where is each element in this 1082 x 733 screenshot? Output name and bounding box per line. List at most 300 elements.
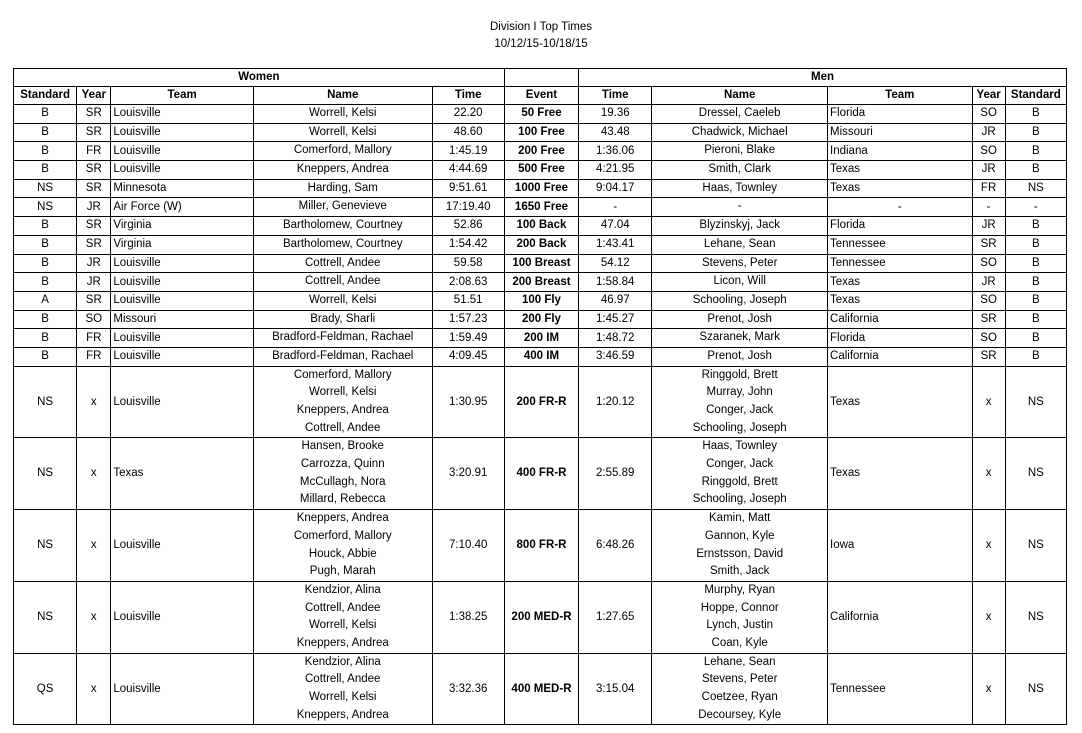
event-cell: 200 Back xyxy=(504,235,578,254)
event-cell: 200 FR-R xyxy=(504,366,578,438)
m-year-cell: x xyxy=(972,653,1005,725)
m-standard-cell: NS xyxy=(1005,366,1066,438)
m-time-cell: - xyxy=(579,198,652,217)
m-standard-cell: B xyxy=(1005,347,1066,366)
swimmer-name: Kendzior, Alina xyxy=(304,655,381,668)
m-team-cell: Texas xyxy=(828,366,973,438)
w-time-cell: 1:38.25 xyxy=(432,581,504,653)
swimmer-name: Harding, Sam xyxy=(307,181,378,194)
men-section-header: Men xyxy=(579,69,1067,87)
swimmer-name: Bradford-Feldman, Rachael xyxy=(272,349,414,362)
swimmer-name: Worrell, Kelsi xyxy=(308,691,377,703)
w-name-cell xyxy=(253,653,432,725)
swimmer-name: Hansen, Brooke xyxy=(301,440,384,453)
event-cell: 1000 Free xyxy=(504,179,578,198)
swimmer-name: Szaranek, Mark xyxy=(699,331,780,344)
w-time-cell: 3:32.36 xyxy=(432,653,504,725)
m-team-cell: Missouri xyxy=(828,123,973,142)
m-standard-cell: B xyxy=(1005,142,1066,161)
swimmer-name: Stevens, Peter xyxy=(701,256,778,269)
w-year-cell: x xyxy=(77,438,111,510)
table-row xyxy=(14,123,1067,142)
w-standard-cell: NS xyxy=(14,581,77,653)
w-year-header: Year xyxy=(77,87,111,105)
w-standard-cell: B xyxy=(14,105,77,124)
swimmer-name: Miller, Genevieve xyxy=(298,200,387,213)
event-spacer-header xyxy=(504,69,578,87)
w-time-cell: 1:59.49 xyxy=(432,329,504,348)
m-team-cell: Tennessee xyxy=(828,254,973,273)
w-standard-header: Standard xyxy=(14,87,77,105)
w-standard-cell: NS xyxy=(14,438,77,510)
w-year-cell: JR xyxy=(77,254,111,273)
swimmer-name: Kneppers, Andrea xyxy=(296,163,389,176)
w-name-cell xyxy=(253,254,432,273)
table-row xyxy=(14,235,1067,254)
swimmer-name: Hoppe, Connor xyxy=(700,601,779,614)
w-name-cell xyxy=(253,438,432,510)
m-team-cell: California xyxy=(828,347,973,366)
m-name-cell xyxy=(652,273,828,292)
w-year-cell: FR xyxy=(77,142,111,161)
m-team-cell: Florida xyxy=(828,329,973,348)
w-year-cell: x xyxy=(77,653,111,725)
w-standard-cell: B xyxy=(14,310,77,329)
m-time-cell: 46.97 xyxy=(579,291,652,310)
table-row xyxy=(14,105,1067,124)
w-team-cell: Missouri xyxy=(111,310,254,329)
w-time-cell: 51.51 xyxy=(432,291,504,310)
table-row xyxy=(14,581,1067,653)
m-standard-cell: NS xyxy=(1005,438,1066,510)
swimmer-name: Pieroni, Blake xyxy=(704,144,776,157)
m-year-cell: SO xyxy=(972,291,1005,310)
m-standard-cell: B xyxy=(1005,273,1066,292)
w-standard-cell: QS xyxy=(14,653,77,725)
event-cell: 100 Back xyxy=(504,217,578,236)
m-time-cell: 1:36.06 xyxy=(579,142,652,161)
m-name-header: Name xyxy=(652,87,828,105)
w-standard-cell: B xyxy=(14,273,77,292)
swimmer-name: Worrell, Kelsi xyxy=(308,619,377,632)
w-standard-cell: A xyxy=(14,291,77,310)
swimmer-name: Houck, Abbie xyxy=(308,547,377,560)
w-standard-cell: B xyxy=(14,217,77,236)
swimmer-name: Cottrell, Andee xyxy=(305,673,381,686)
m-time-cell: 1:43.41 xyxy=(579,235,652,254)
w-name-cell xyxy=(253,235,432,254)
m-year-cell: SO xyxy=(972,254,1005,273)
table-row xyxy=(14,142,1067,161)
results-body xyxy=(14,105,1067,725)
w-year-cell: SR xyxy=(77,105,111,124)
m-time-cell: 1:20.12 xyxy=(579,366,652,438)
swimmer-name: Haas, Townley xyxy=(702,181,777,194)
m-name-cell xyxy=(652,161,828,180)
w-standard-cell: NS xyxy=(14,510,77,582)
w-team-cell: Louisville xyxy=(111,329,254,348)
w-name-cell xyxy=(253,366,432,438)
event-cell: 100 Breast xyxy=(504,254,578,273)
w-team-cell: Louisville xyxy=(111,105,254,124)
m-team-cell: Florida xyxy=(828,217,973,236)
swimmer-name: Bartholomew, Courtney xyxy=(282,219,403,232)
m-time-cell: 43.48 xyxy=(579,123,652,142)
w-standard-cell: B xyxy=(14,347,77,366)
m-standard-cell: NS xyxy=(1005,510,1066,582)
event-cell: 400 MED-R xyxy=(504,653,578,725)
w-team-cell: Louisville xyxy=(111,653,254,725)
m-name-cell xyxy=(652,217,828,236)
swimmer-name: Comerford, Mallory xyxy=(293,368,392,381)
w-name-cell xyxy=(253,310,432,329)
swimmer-name: Worrell, Kelsi xyxy=(308,386,377,399)
w-year-cell: SR xyxy=(77,161,111,180)
swimmer-name: McCullagh, Nora xyxy=(299,475,386,488)
w-time-header: Time xyxy=(432,87,504,105)
m-team-cell: California xyxy=(828,581,973,653)
swimmer-name: Lehane, Sean xyxy=(703,237,776,250)
m-time-header: Time xyxy=(579,87,652,105)
w-team-cell: Virginia xyxy=(111,235,254,254)
w-year-cell: SR xyxy=(77,179,111,198)
w-year-cell: SR xyxy=(77,217,111,236)
table-row xyxy=(14,254,1067,273)
swimmer-name: Kneppers, Andrea xyxy=(296,636,389,649)
m-team-cell: Tennessee xyxy=(828,235,973,254)
w-year-cell: x xyxy=(77,581,111,653)
w-team-cell: Minnesota xyxy=(111,179,254,198)
w-standard-cell: B xyxy=(14,142,77,161)
w-year-cell: SR xyxy=(77,235,111,254)
w-standard-cell: B xyxy=(14,254,77,273)
table-row xyxy=(14,653,1067,725)
event-cell: 800 FR-R xyxy=(504,510,578,582)
table-row xyxy=(14,347,1067,366)
m-standard-cell: NS xyxy=(1005,581,1066,653)
swimmer-name: - xyxy=(737,200,742,213)
w-standard-cell: B xyxy=(14,161,77,180)
w-year-cell: SO xyxy=(77,310,111,329)
event-cell: 100 Free xyxy=(504,123,578,142)
w-year-cell: FR xyxy=(77,347,111,366)
event-cell: 400 IM xyxy=(504,347,578,366)
w-year-cell: x xyxy=(77,510,111,582)
w-team-cell: Air Force (W) xyxy=(111,198,254,217)
w-standard-cell: B xyxy=(14,235,77,254)
swimmer-name: Murphy, Ryan xyxy=(704,583,776,596)
w-time-cell: 59.58 xyxy=(432,254,504,273)
swimmer-name: Comerford, Mallory xyxy=(293,529,392,542)
m-name-cell xyxy=(652,291,828,310)
w-team-cell: Louisville xyxy=(111,161,254,180)
table-row xyxy=(14,273,1067,292)
table-row xyxy=(14,438,1067,510)
table-row xyxy=(14,329,1067,348)
w-name-header: Name xyxy=(253,87,432,105)
w-team-cell: Louisville xyxy=(111,366,254,438)
table-row xyxy=(14,198,1067,217)
w-name-cell xyxy=(253,123,432,142)
w-year-cell: SR xyxy=(77,123,111,142)
w-team-cell: Louisville xyxy=(111,291,254,310)
m-standard-cell: B xyxy=(1005,310,1066,329)
m-name-cell xyxy=(652,329,828,348)
w-year-cell: x xyxy=(77,366,111,438)
table-row xyxy=(14,510,1067,582)
w-time-cell: 17:19.40 xyxy=(432,198,504,217)
w-team-cell: Louisville xyxy=(111,254,254,273)
swimmer-name: Chadwick, Michael xyxy=(691,125,788,138)
m-year-cell: x xyxy=(972,438,1005,510)
swimmer-name: Licon, Will xyxy=(713,275,766,288)
swimmer-name: Gannon, Kyle xyxy=(704,529,775,542)
m-team-cell: Texas xyxy=(828,161,973,180)
w-name-cell xyxy=(253,105,432,124)
w-time-cell: 4:44.69 xyxy=(432,161,504,180)
m-year-cell: SR xyxy=(972,310,1005,329)
m-team-cell: Texas xyxy=(828,273,973,292)
m-standard-header: Standard xyxy=(1005,87,1066,105)
swimmer-name: Decoursey, Kyle xyxy=(698,708,782,721)
w-year-cell: SR xyxy=(77,291,111,310)
m-name-cell xyxy=(652,235,828,254)
m-team-header: Team xyxy=(828,87,973,105)
w-standard-cell: NS xyxy=(14,179,77,198)
m-time-cell: 3:15.04 xyxy=(579,653,652,725)
m-standard-cell: B xyxy=(1005,291,1066,310)
swimmer-name: Carrozza, Quinn xyxy=(300,458,385,471)
w-team-cell: Louisville xyxy=(111,123,254,142)
m-standard-cell: B xyxy=(1005,254,1066,273)
m-name-cell xyxy=(652,179,828,198)
column-header-row xyxy=(14,87,1067,105)
m-name-cell xyxy=(652,347,828,366)
m-team-cell: Florida xyxy=(828,105,973,124)
swimmer-name: Cottrell, Andee xyxy=(305,601,381,614)
w-standard-cell: NS xyxy=(14,198,77,217)
m-year-cell: SO xyxy=(972,105,1005,124)
w-year-cell: JR xyxy=(77,273,111,292)
m-standard-cell: B xyxy=(1005,235,1066,254)
w-standard-cell: NS xyxy=(14,366,77,438)
m-year-cell: x xyxy=(972,581,1005,653)
swimmer-name: Prenot, Josh xyxy=(707,349,772,362)
swimmer-name: Brady, Sharli xyxy=(310,312,376,325)
m-standard-cell: B xyxy=(1005,329,1066,348)
swimmer-name: Murray, John xyxy=(706,386,773,399)
w-name-cell xyxy=(253,581,432,653)
swimmer-name: Schooling, Joseph xyxy=(692,293,787,306)
swimmer-name: Lynch, Justin xyxy=(706,619,774,632)
section-header-row xyxy=(14,69,1067,87)
w-name-cell xyxy=(253,329,432,348)
m-name-cell xyxy=(652,142,828,161)
m-year-cell: x xyxy=(972,366,1005,438)
swimmer-name: Conger, Jack xyxy=(706,458,774,471)
w-standard-cell: B xyxy=(14,329,77,348)
m-time-cell: 1:58.84 xyxy=(579,273,652,292)
m-year-cell: SR xyxy=(972,235,1005,254)
w-time-cell: 1:45.19 xyxy=(432,142,504,161)
w-standard-cell: B xyxy=(14,123,77,142)
women-section-header: Women xyxy=(14,69,505,87)
event-cell: 200 IM xyxy=(504,329,578,348)
m-team-cell: Texas xyxy=(828,438,973,510)
m-name-cell xyxy=(652,310,828,329)
w-team-cell: Texas xyxy=(111,438,254,510)
m-standard-cell: - xyxy=(1005,198,1066,217)
event-cell: 1650 Free xyxy=(504,198,578,217)
w-name-cell xyxy=(253,142,432,161)
m-time-cell: 2:55.89 xyxy=(579,438,652,510)
swimmer-name: Kneppers, Andrea xyxy=(296,512,389,525)
swimmer-name: Kendzior, Alina xyxy=(304,583,381,596)
m-team-cell: Texas xyxy=(828,291,973,310)
swimmer-name: Ringgold, Brett xyxy=(701,475,778,488)
w-time-cell: 22.20 xyxy=(432,105,504,124)
m-name-cell xyxy=(652,254,828,273)
report-title: Division I Top Times xyxy=(489,21,593,33)
event-cell: 100 Fly xyxy=(504,291,578,310)
m-team-cell: Tennessee xyxy=(828,653,973,725)
m-team-cell: - xyxy=(828,198,973,217)
w-name-cell xyxy=(253,273,432,292)
m-year-cell: SO xyxy=(972,329,1005,348)
w-name-cell xyxy=(253,510,432,582)
swimmer-name: Comerford, Mallory xyxy=(293,144,392,157)
m-year-cell: JR xyxy=(972,123,1005,142)
swimmer-name: Kneppers, Andrea xyxy=(296,708,389,721)
w-time-cell: 2:08.63 xyxy=(432,273,504,292)
table-row xyxy=(14,217,1067,236)
w-year-cell: FR xyxy=(77,329,111,348)
w-team-cell: Virginia xyxy=(111,217,254,236)
m-year-cell: SR xyxy=(972,347,1005,366)
m-team-cell: California xyxy=(828,310,973,329)
table-row xyxy=(14,179,1067,198)
m-name-cell xyxy=(652,510,828,582)
event-cell: 200 Free xyxy=(504,142,578,161)
m-standard-cell: NS xyxy=(1005,653,1066,725)
swimmer-name: Ringgold, Brett xyxy=(701,368,778,381)
m-time-cell: 9:04.17 xyxy=(579,179,652,198)
w-name-cell xyxy=(253,291,432,310)
swimmer-name: Cottrell, Andee xyxy=(305,421,381,434)
w-time-cell: 1:54.42 xyxy=(432,235,504,254)
w-time-cell: 1:30.95 xyxy=(432,366,504,438)
table-row xyxy=(14,310,1067,329)
w-name-cell xyxy=(253,198,432,217)
swimmer-name: Coan, Kyle xyxy=(711,636,768,649)
swimmer-name: Ernstsson, David xyxy=(696,547,784,560)
event-header: Event xyxy=(504,87,578,105)
m-time-cell: 54.12 xyxy=(579,254,652,273)
m-time-cell: 1:45.27 xyxy=(579,310,652,329)
m-name-cell xyxy=(652,198,828,217)
w-time-cell: 3:20.91 xyxy=(432,438,504,510)
m-year-cell: FR xyxy=(972,179,1005,198)
table-row xyxy=(14,161,1067,180)
m-year-cell: - xyxy=(972,198,1005,217)
w-team-cell: Louisville xyxy=(111,347,254,366)
w-name-cell xyxy=(253,161,432,180)
w-team-cell: Louisville xyxy=(111,510,254,582)
table-row xyxy=(14,366,1067,438)
swimmer-name: Cottrell, Andee xyxy=(305,256,381,269)
m-time-cell: 3:46.59 xyxy=(579,347,652,366)
swimmer-name: Worrell, Kelsi xyxy=(308,293,377,306)
m-name-cell xyxy=(652,653,828,725)
table-row xyxy=(14,291,1067,310)
m-time-cell: 6:48.26 xyxy=(579,510,652,582)
swimmer-name: Haas, Townley xyxy=(702,440,777,453)
swimmer-name: Lehane, Sean xyxy=(703,655,776,668)
swimmer-name: Smith, Jack xyxy=(709,565,770,578)
swimmer-name: Pugh, Marah xyxy=(309,565,376,578)
swimmer-name: Blyzinskyj, Jack xyxy=(699,219,780,232)
m-team-cell: Iowa xyxy=(828,510,973,582)
m-year-cell: JR xyxy=(972,273,1005,292)
w-time-cell: 48.60 xyxy=(432,123,504,142)
w-team-header: Team xyxy=(111,87,254,105)
m-time-cell: 4:21.95 xyxy=(579,161,652,180)
m-year-cell: JR xyxy=(972,161,1005,180)
swimmer-name: Stevens, Peter xyxy=(701,673,778,686)
m-year-cell: x xyxy=(972,510,1005,582)
w-team-cell: Louisville xyxy=(111,581,254,653)
m-name-cell xyxy=(652,366,828,438)
w-time-cell: 9:51.61 xyxy=(432,179,504,198)
report-date-range: 10/12/15-10/18/15 xyxy=(494,38,588,50)
top-times-table xyxy=(13,68,1067,725)
w-team-cell: Louisville xyxy=(111,142,254,161)
w-team-cell: Louisville xyxy=(111,273,254,292)
m-time-cell: 47.04 xyxy=(579,217,652,236)
swimmer-name: Conger, Jack xyxy=(706,404,774,416)
swimmer-name: Prenot, Josh xyxy=(707,312,772,325)
w-time-cell: 4:09.45 xyxy=(432,347,504,366)
w-time-cell: 7:10.40 xyxy=(432,510,504,582)
event-cell: 200 Breast xyxy=(504,273,578,292)
swimmer-name: Cottrell, Andee xyxy=(305,275,381,288)
report-header xyxy=(0,0,1082,53)
swimmer-name: Kamin, Matt xyxy=(709,512,771,525)
w-name-cell xyxy=(253,347,432,366)
swimmer-name: Smith, Clark xyxy=(708,163,771,176)
m-year-cell: JR xyxy=(972,217,1005,236)
m-time-cell: 1:27.65 xyxy=(579,581,652,653)
swimmer-name: Schooling, Joseph xyxy=(692,421,787,434)
swimmer-name: Bradford-Feldman, Rachael xyxy=(272,331,414,344)
swimmer-name: Worrell, Kelsi xyxy=(308,107,377,119)
w-time-cell: 52.86 xyxy=(432,217,504,236)
m-standard-cell: B xyxy=(1005,123,1066,142)
m-time-cell: 1:48.72 xyxy=(579,329,652,348)
event-cell: 200 Fly xyxy=(504,310,578,329)
m-standard-cell: B xyxy=(1005,161,1066,180)
m-name-cell xyxy=(652,438,828,510)
w-year-cell: JR xyxy=(77,198,111,217)
event-cell: 500 Free xyxy=(504,161,578,180)
m-name-cell xyxy=(652,581,828,653)
m-name-cell xyxy=(652,105,828,124)
m-team-cell: Texas xyxy=(828,179,973,198)
m-year-cell: SO xyxy=(972,142,1005,161)
w-name-cell xyxy=(253,217,432,236)
swimmer-name: Bartholomew, Courtney xyxy=(282,237,403,250)
event-cell: 200 MED-R xyxy=(504,581,578,653)
